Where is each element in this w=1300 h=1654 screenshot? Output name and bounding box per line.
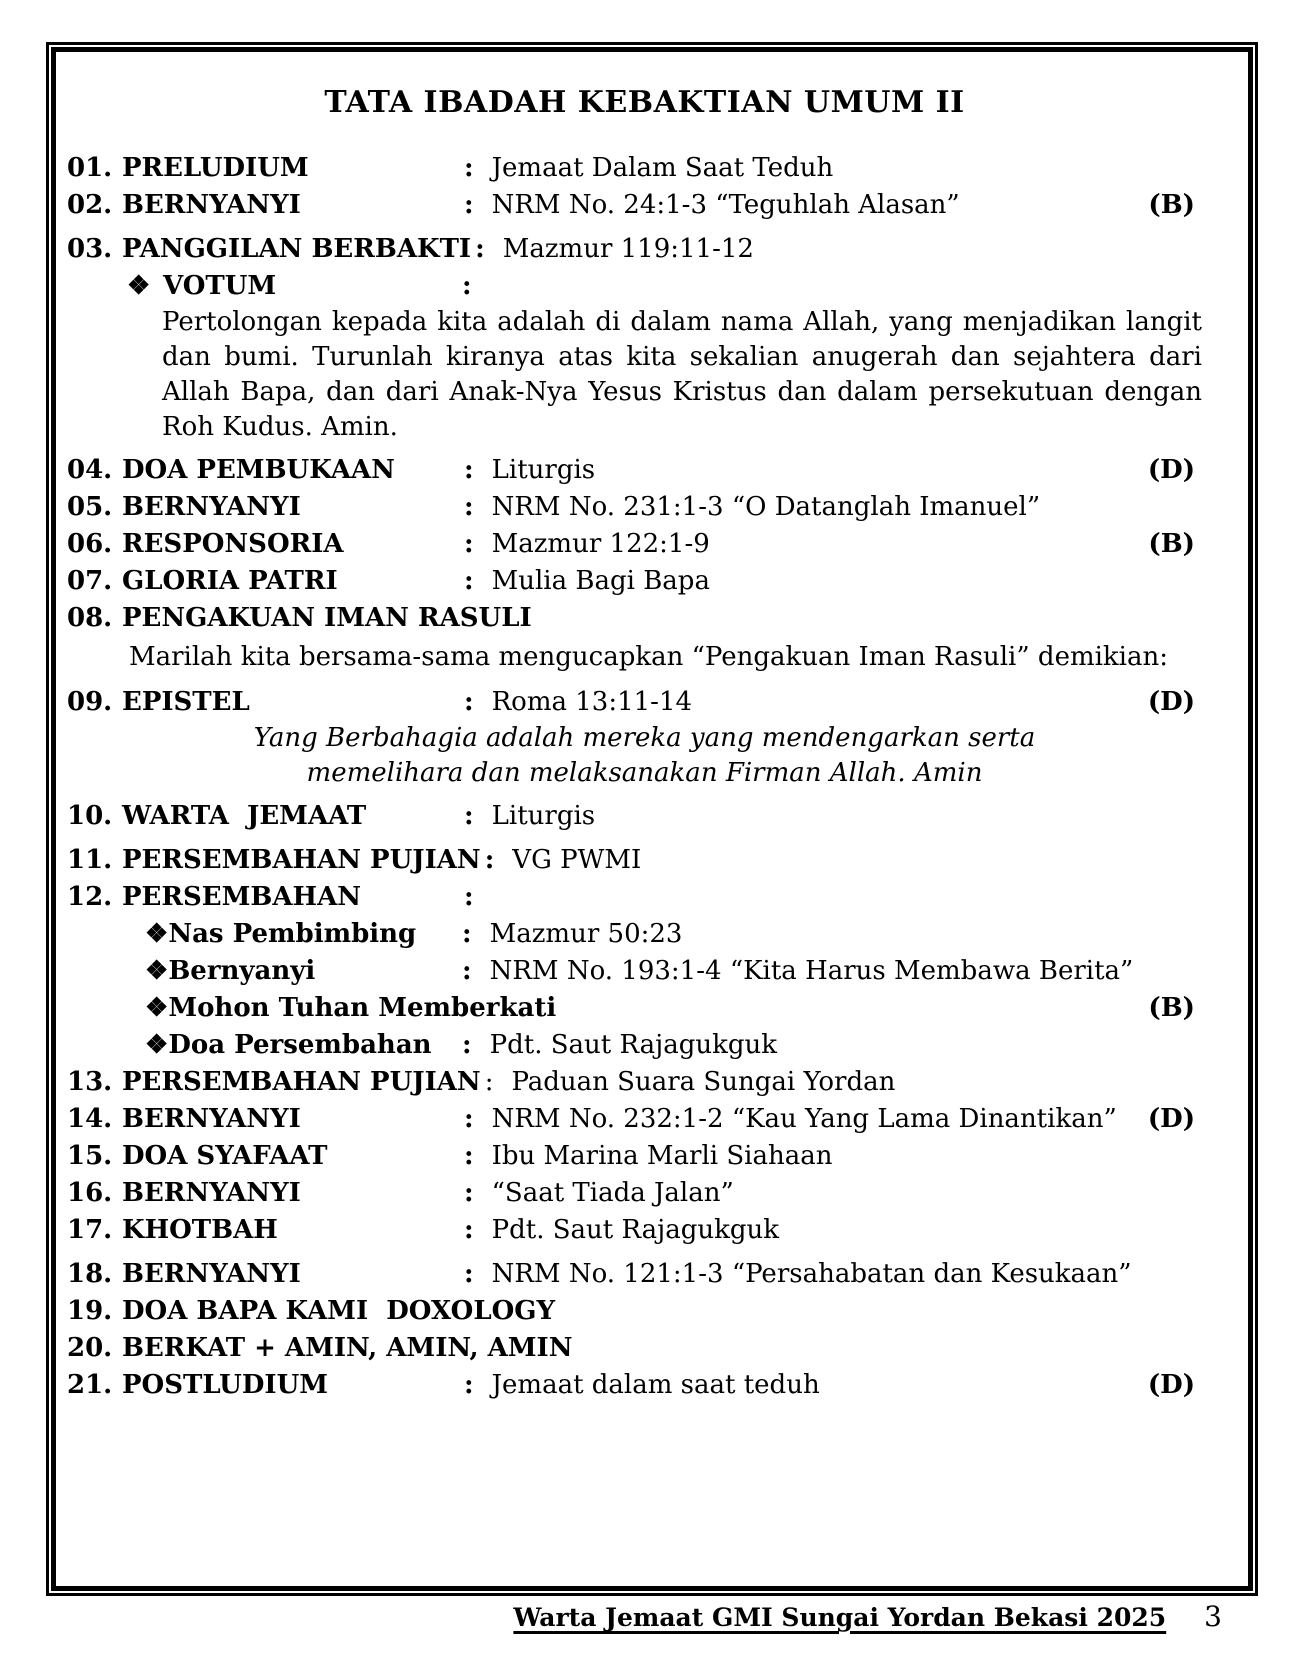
item-colon: : [464, 1215, 474, 1245]
liturgy-item-16 [67, 1175, 1222, 1212]
item-colon: : [462, 956, 472, 986]
item-colon: : [462, 919, 472, 949]
item-value: Pdt. Saut Rajagukguk [489, 1030, 778, 1060]
item-number: 12. [67, 882, 113, 912]
item-number: 07. [67, 566, 113, 596]
page-title: TATA IBADAH KEBAKTIAN UMUM II [324, 85, 965, 120]
item-colon: : [475, 234, 485, 264]
item-label: BERNYANYI [122, 1178, 301, 1208]
votum-paragraph: Pertolongan kepada kita adalah di dalam nama Allah, yang menjadikan langit dan bumi. Turunlah kiranya atas kita sekalian anugerah dan sejahtera dari Allah Bapa, dan dari Anak-Nya Yesus Kristus dan dalam persekutuan dengan Roh Kudus. Amin. [162, 307, 1202, 442]
liturgy-item-20 [67, 1330, 1222, 1367]
liturgy-subitem-votum [67, 268, 1222, 305]
page-border-frame [46, 42, 1258, 1596]
liturgy-item-03 [67, 231, 1222, 268]
liturgy-subitem [67, 1027, 1222, 1064]
invitation-line: Marilah kita bersama-sama mengucapkan “Pengakuan Iman Rasuli” demikian: [129, 642, 1168, 672]
item-label: BERNYANYI [122, 1104, 301, 1134]
liturgy-item-14 [67, 1101, 1222, 1138]
item-number: 20. [67, 1333, 113, 1363]
item-value: Paduan Suara Sungai Yordan [511, 1067, 896, 1097]
page-footer [0, 1600, 1222, 1633]
item-note-badge: (D) [1147, 1104, 1195, 1134]
epistle-response: Yang Berbahagia adalah mereka yang mendengarkan serta memelihara dan melaksanakan Firman Allah. Amin [253, 723, 1036, 788]
liturgy-item-02 [67, 187, 1222, 224]
item-value: Jemaat dalam saat teduh [491, 1370, 820, 1400]
liturgy-item-06 [67, 526, 1222, 563]
item-colon: : [464, 1104, 474, 1134]
item-value: Ibu Marina Marli Siahaan [491, 1141, 833, 1171]
item-label: Bernyanyi [168, 956, 316, 986]
liturgy-subitem [67, 953, 1222, 990]
item-label: PENGAKUAN IMAN RASULI [122, 603, 532, 633]
item-label: PERSEMBAHAN PUJIAN [122, 1067, 481, 1097]
item-colon: : [464, 1178, 474, 1208]
item-value: VG PWMI [512, 845, 642, 875]
item-value: NRM No. 121:1-3 “Persahabatan dan Kesukaan” [491, 1259, 1132, 1289]
item-number: 06. [67, 529, 113, 559]
item-label: RESPONSORIA [122, 529, 344, 559]
item-number: 16. [67, 1178, 113, 1208]
item-label: EPISTEL [122, 687, 250, 717]
item-number: 05. [67, 492, 113, 522]
item-label: BERKAT + AMIN, AMIN, AMIN [122, 1333, 573, 1363]
liturgy-item-07 [67, 563, 1222, 600]
item-number: 14. [67, 1104, 113, 1134]
item-number: 11. [67, 845, 113, 875]
item-colon: : [464, 1370, 474, 1400]
item-number: 13. [67, 1067, 113, 1097]
item-value: “Saat Tiada Jalan” [491, 1178, 734, 1208]
item-label: PRELUDIUM [122, 153, 309, 183]
item-number: 17. [67, 1215, 113, 1245]
footer-title: Warta Jemaat GMI Sungai Yordan Bekasi 2025 [513, 1603, 1167, 1632]
item-colon: : [464, 801, 474, 831]
item-value: NRM No. 231:1-3 “O Datanglah Imanuel” [491, 492, 1041, 522]
item-number: 01. [67, 153, 113, 183]
item-value: Roma 13:11-14 [491, 687, 693, 717]
diamond-bullet-icon: ❖ [127, 271, 151, 301]
item-colon: : [484, 845, 495, 875]
liturgy-item-12 [67, 879, 1222, 916]
item-number: 18. [67, 1259, 113, 1289]
item-note-badge: (B) [1148, 190, 1195, 220]
item-number: 02. [67, 190, 113, 220]
item-label: GLORIA PATRI [122, 566, 338, 596]
liturgy-item-09 [67, 684, 1222, 721]
item-label: POSTLUDIUM [122, 1370, 329, 1400]
item-value: Mazmur 119:11-12 [502, 234, 754, 264]
liturgy-item-19 [67, 1293, 1222, 1330]
diamond-bullet-icon: ❖ [145, 956, 169, 986]
liturgy-item-11 [67, 842, 1222, 879]
item-colon: : [464, 455, 474, 485]
liturgy-item-05 [67, 489, 1222, 526]
subitem-label-group [145, 990, 556, 1027]
item-number: 21. [67, 1370, 113, 1400]
item-colon: : [462, 1030, 472, 1060]
item-value: NRM No. 193:1-4 “Kita Harus Membawa Berita” [489, 956, 1134, 986]
item-colon: : [464, 190, 474, 220]
item-label: BERNYANYI [122, 492, 301, 522]
item-value: Liturgis [491, 801, 596, 831]
item-number: 08. [67, 603, 113, 633]
item-label: Nas Pembimbing [168, 919, 417, 949]
item-label: DOA PEMBUKAAN [122, 455, 395, 485]
subitem-label-group [145, 1027, 458, 1064]
item-value: NRM No. 232:1-2 “Kau Yang Lama Dinantikan” [491, 1104, 1117, 1134]
diamond-bullet-icon: ❖ [145, 1030, 169, 1060]
subitem-label-group [145, 953, 458, 990]
subitem-label-group [145, 916, 458, 953]
item-note-badge: (D) [1147, 1370, 1195, 1400]
item-colon: : [464, 492, 474, 522]
liturgy-item-04 [67, 452, 1222, 489]
liturgy-subitem [67, 990, 1222, 1027]
item-colon: : [464, 882, 474, 912]
liturgy-item-21 [67, 1367, 1222, 1404]
item-note-badge: (D) [1147, 687, 1195, 717]
item-colon: : [464, 566, 474, 596]
liturgy-item-18 [67, 1256, 1222, 1293]
item-label: PERSEMBAHAN PUJIAN [122, 845, 481, 875]
item-value: Mazmur 122:1-9 [491, 529, 710, 559]
liturgy-item-13 [67, 1064, 1222, 1101]
liturgy-item-01 [67, 150, 1222, 187]
page-number: 3 [1204, 1600, 1222, 1633]
item-label: PERSEMBAHAN [122, 882, 362, 912]
item-note-badge: (B) [1148, 993, 1195, 1023]
item-note-badge: (B) [1148, 529, 1195, 559]
liturgy-subitem [67, 916, 1222, 953]
item-colon: : [462, 271, 472, 301]
item-colon: : [464, 1259, 474, 1289]
item-number: 09. [67, 687, 113, 717]
item-label: Mohon Tuhan Memberkati [168, 993, 557, 1023]
item-label: WARTA JEMAAT [122, 801, 367, 831]
liturgy-item-10 [67, 798, 1222, 835]
item-label: KHOTBAH [122, 1215, 278, 1245]
liturgy-item-15 [67, 1138, 1222, 1175]
item-number: 15. [67, 1141, 113, 1171]
item-colon: : [464, 153, 474, 183]
item-label: DOA BAPA KAMI DOXOLOGY [122, 1296, 556, 1326]
diamond-bullet-icon: ❖ [145, 919, 169, 949]
item-colon: : [464, 1141, 474, 1171]
item-label: DOA SYAFAAT [122, 1141, 328, 1171]
item-value: Liturgis [491, 455, 596, 485]
diamond-bullet-icon: ❖ [145, 993, 169, 1023]
item-value: Mulia Bagi Bapa [491, 566, 710, 596]
item-note-badge: (D) [1147, 455, 1195, 485]
item-value: Mazmur 50:23 [489, 919, 683, 949]
item-label: VOTUM [163, 271, 277, 301]
item-colon: : [464, 529, 474, 559]
liturgy-list [67, 150, 1222, 1404]
item-value: NRM No. 24:1-3 “Teguhlah Alasan” [491, 190, 960, 220]
item-colon: : [484, 1067, 494, 1097]
item-label: BERNYANYI [122, 190, 301, 220]
item-colon: : [464, 687, 474, 717]
item-label: PANGGILAN BERBAKTI [122, 234, 472, 264]
item-label: BERNYANYI [122, 1259, 301, 1289]
liturgy-item-17 [67, 1212, 1222, 1249]
item-value: Pdt. Saut Rajagukguk [491, 1215, 780, 1245]
item-value: Jemaat Dalam Saat Teduh [491, 153, 834, 183]
page-border-inner [51, 47, 1253, 1591]
item-number: 10. [67, 801, 113, 831]
item-number: 19. [67, 1296, 113, 1326]
item-number: 04. [67, 455, 113, 485]
item-label: Doa Persembahan [168, 1030, 432, 1060]
item-number: 03. [67, 234, 113, 264]
liturgy-item-08 [67, 600, 1222, 637]
